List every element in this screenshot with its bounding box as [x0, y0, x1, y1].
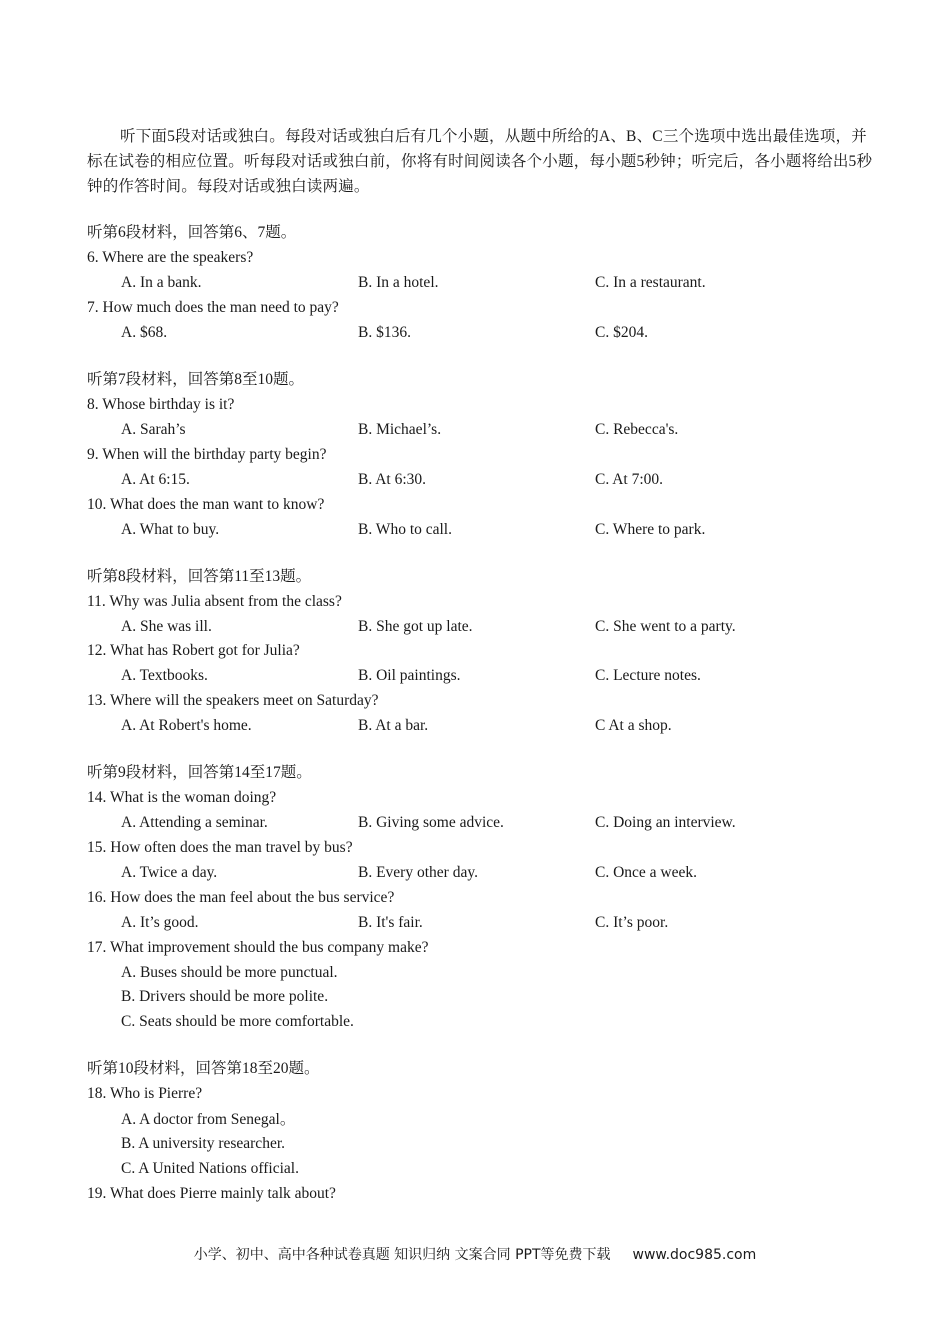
question-18: 18. Who is Pierre? — [87, 1085, 203, 1102]
option-8b: B. Michael’s. — [358, 421, 442, 438]
option-10c: C. Where to park. — [595, 521, 706, 538]
option-17c: C. Seats should be more comfortable. — [121, 1013, 354, 1030]
option-15b: B. Every other day. — [358, 864, 478, 881]
footer-text: 小学、初中、高中各种试卷真题 知识归纳 文案合同 PPT等免费下载 — [193, 1247, 611, 1263]
section-heading: 听第7段材料，回答第8至10题。 — [87, 371, 305, 388]
section-heading: 听第8段材料，回答第11至13题。 — [87, 568, 312, 585]
footer-url[interactable]: www.doc985.com — [632, 1247, 757, 1263]
option-14b: B. Giving some advice. — [358, 814, 504, 831]
option-13a: A. At Robert's home. — [121, 717, 252, 734]
question-15: 15. How often does the man travel by bus? — [87, 839, 353, 856]
question-13: 13. Where will the speakers meet on Saturday? — [87, 692, 379, 709]
question-8: 8. Whose birthday is it? — [87, 396, 235, 413]
section-heading: 听第10段材料，回答第18至20题。 — [87, 1060, 320, 1077]
option-12a: A. Textbooks. — [121, 667, 208, 684]
option-6c: C. In a restaurant. — [595, 274, 706, 291]
option-10a: A. What to buy. — [121, 521, 220, 538]
question-10: 10. What does the man want to know? — [87, 496, 325, 513]
option-18c: C. A United Nations official. — [121, 1160, 299, 1177]
question-7: 7. How much does the man need to pay? — [87, 299, 339, 316]
page-footer — [0, 1244, 950, 1264]
question-19: 19. What does Pierre mainly talk about? — [87, 1185, 336, 1202]
section-heading: 听第6段材料，回答第6、7题。 — [87, 224, 297, 241]
option-15a: A. Twice a day. — [121, 864, 218, 881]
option-12b: B. Oil paintings. — [358, 667, 461, 684]
option-9c: C. At 7:00. — [595, 471, 664, 488]
option-18b: B. A university researcher. — [121, 1135, 285, 1152]
option-10b: B. Who to call. — [358, 521, 452, 538]
option-7c: C. $204. — [595, 324, 648, 341]
option-13b: B. At a bar. — [358, 717, 429, 734]
option-14c: C. Doing an interview. — [595, 814, 736, 831]
option-14a: A. Attending a seminar. — [121, 814, 268, 831]
option-16c: C. It’s poor. — [595, 914, 669, 931]
question-11: 11. Why was Julia absent from the class? — [87, 593, 342, 610]
question-6: 6. Where are the speakers? — [87, 249, 254, 266]
option-7b: B. $136. — [358, 324, 411, 341]
option-16b: B. It's fair. — [358, 914, 423, 931]
question-17: 17. What improvement should the bus company make? — [87, 939, 429, 956]
option-7a: A. $68. — [121, 324, 168, 341]
option-17a: A. Buses should be more punctual. — [121, 964, 338, 981]
section-heading: 听第9段材料，回答第14至17题。 — [87, 764, 312, 781]
option-9b: B. At 6:30. — [358, 471, 427, 488]
option-6a: A. In a bank. — [121, 274, 202, 291]
option-8c: C. Rebecca's. — [595, 421, 679, 438]
option-11a: A. She was ill. — [121, 618, 212, 635]
instructions-paragraph: 听下面5段对话或独白。每段对话或独白后有几个小题，从题中所给的A、B、C三个选项中选出最佳选项，并标在试卷的相应位置。听每段对话或独白前，你将有时间阅读各个小题，每小题5秒钟；听完后，各小题将给出5秒钟的作答时间。每段对话或独白读两遍。 — [87, 128, 873, 195]
option-11c: C. She went to a party. — [595, 618, 736, 635]
question-12: 12. What has Robert got for Julia? — [87, 642, 300, 659]
option-12c: C. Lecture notes. — [595, 667, 701, 684]
option-9a: A. At 6:15. — [121, 471, 190, 488]
question-14: 14. What is the woman doing? — [87, 789, 277, 806]
option-16a: A. It’s good. — [121, 914, 199, 931]
option-8a: A. Sarah’s — [121, 421, 186, 438]
option-13c: C At a shop. — [595, 717, 672, 734]
option-18a: A. A doctor from Senegal。 — [121, 1111, 296, 1128]
option-15c: C. Once a week. — [595, 864, 697, 881]
option-17b: B. Drivers should be more polite. — [121, 988, 329, 1005]
question-9: 9. When will the birthday party begin? — [87, 446, 327, 463]
option-11b: B. She got up late. — [358, 618, 473, 635]
option-6b: B. In a hotel. — [358, 274, 439, 291]
question-16: 16. How does the man feel about the bus service? — [87, 889, 395, 906]
